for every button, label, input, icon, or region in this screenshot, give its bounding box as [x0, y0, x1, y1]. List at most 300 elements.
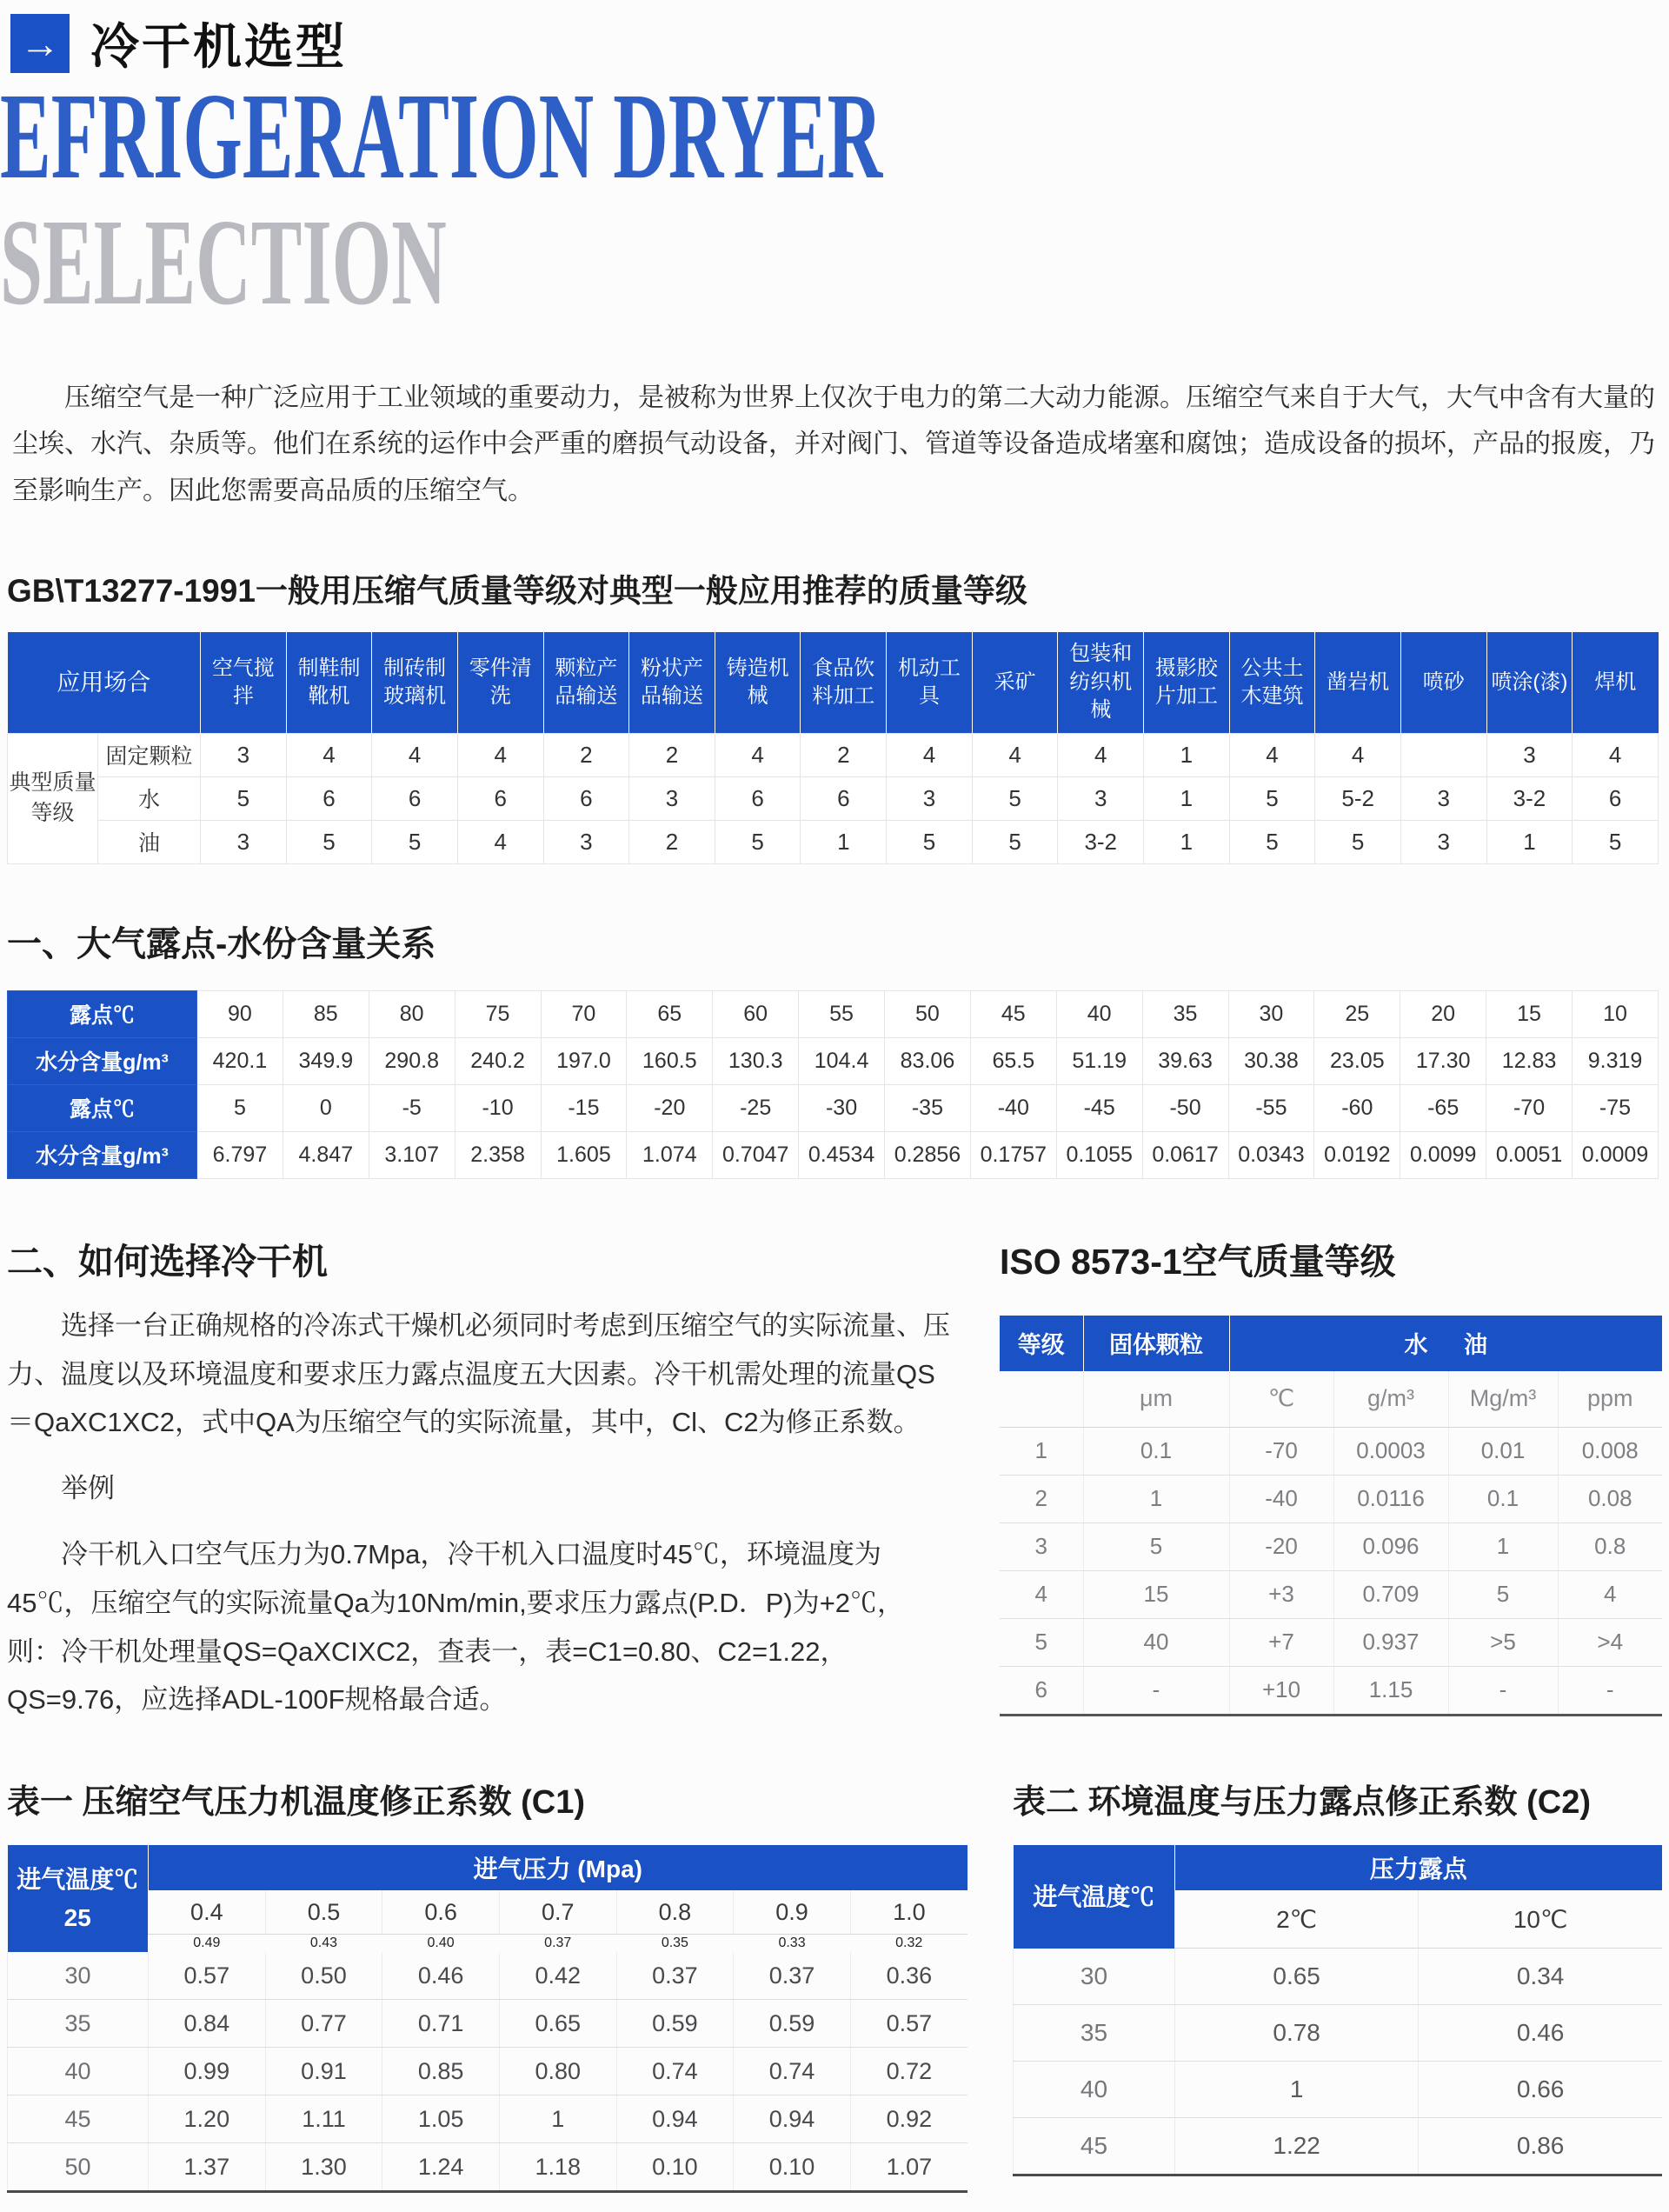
dew-cell: 0.0099 [1400, 1131, 1486, 1178]
gb-cell: 5 [972, 776, 1058, 820]
dew-cell: 0.0617 [1142, 1131, 1228, 1178]
dew-cell: 240.2 [455, 1037, 541, 1084]
gb-cell: 5 [372, 820, 458, 863]
table-row [8, 1952, 968, 2000]
dew-cell: 45 [970, 990, 1056, 1037]
iso-cell: 1.15 [1333, 1666, 1448, 1715]
c1-cell: 0.99 [149, 2048, 266, 2095]
c1-cell: 0.72 [850, 2048, 967, 2095]
dew-cell: -55 [1228, 1084, 1314, 1131]
c1-cell: 0.43 [309, 1936, 338, 1951]
iso-header-row [1000, 1316, 1662, 1371]
gb-column-header: 摄影胶片加工 [1144, 632, 1230, 734]
c1-cell: 0.46 [382, 1952, 500, 2000]
c1-row-label: 50 [8, 2143, 149, 2192]
c1-cell: 1 [499, 2095, 616, 2143]
c2-row-label: 40 [1014, 2062, 1175, 2118]
c1-cell: 0.65 [499, 2000, 616, 2048]
iso-cell: 6 [1000, 1666, 1083, 1715]
arrow-icon: → [10, 14, 70, 73]
dew-cell: -5 [369, 1084, 455, 1131]
table-row [8, 1037, 1659, 1084]
dew-cell: 55 [799, 990, 885, 1037]
iso-cell: >5 [1448, 1618, 1558, 1666]
dew-cell: 3.107 [369, 1131, 455, 1178]
gb-column-header: 采矿 [972, 632, 1058, 734]
iso-cell: 0.0116 [1333, 1475, 1448, 1522]
c1-cell: 0.74 [616, 2048, 734, 2095]
iso-empty-cell [1000, 1371, 1083, 1428]
gb-column-header: 凿岩机 [1315, 632, 1401, 734]
gb-cell: 2 [543, 733, 629, 776]
c1-corner-value: 25 [63, 1903, 91, 1931]
dew-cell: -70 [1486, 1084, 1573, 1131]
table2-section [1013, 1775, 1662, 2193]
iso-water-oil-header: 水 油 [1229, 1316, 1662, 1371]
table-row [8, 1084, 1659, 1131]
dew-cell: -60 [1314, 1084, 1400, 1131]
dew-cell: 290.8 [369, 1037, 455, 1084]
c1-cell: 0.74 [734, 2048, 851, 2095]
table-row [8, 776, 1659, 820]
iso-cell: 0.008 [1558, 1427, 1662, 1475]
dew-cell: 30.38 [1228, 1037, 1314, 1084]
gb-column-header: 零件清洗 [457, 632, 543, 734]
c2-row-label: 30 [1014, 1949, 1175, 2005]
gb-cell: 3 [201, 733, 287, 776]
iso-unit-cell: ℃ [1229, 1371, 1333, 1428]
dew-cell: 39.63 [1142, 1037, 1228, 1084]
c1-pressure-cell: 0.6 [382, 1890, 500, 1935]
c1-cell: 1.20 [149, 2095, 266, 2143]
dew-cell: 4.847 [283, 1131, 369, 1178]
iso-cell: 5 [1083, 1522, 1229, 1570]
c1-pressure-cell: 0.4 [149, 1890, 266, 1935]
gb-cell: 4 [1573, 733, 1659, 776]
iso-cell: 1 [1000, 1427, 1083, 1475]
c1-cell: 0.84 [149, 2000, 266, 2048]
dew-cell: 70 [541, 990, 627, 1037]
dew-cell: 1.074 [627, 1131, 713, 1178]
c2-table [1013, 1845, 1662, 2176]
gb-cell: 1 [1144, 776, 1230, 820]
dew-cell: 83.06 [885, 1037, 971, 1084]
c2-dew-col: 10℃ [1419, 1890, 1662, 1949]
c1-cell: 0.71 [382, 2000, 500, 2048]
how-to-heading: 二、如何选择冷干机 [7, 1241, 328, 1282]
table-row [1014, 1949, 1663, 2005]
c1-table [7, 1845, 967, 2193]
c2-cell: 1 [1175, 2062, 1419, 2118]
dew-cell: 420.1 [197, 1037, 283, 1084]
c1-cell: 0.85 [382, 2048, 500, 2095]
table1-section [7, 1775, 967, 2193]
c1-pressure-cell: 0.7 [499, 1890, 616, 1935]
c1-cell: 0.42 [499, 1952, 616, 2000]
gb-cell: 5 [1229, 820, 1315, 863]
c1-cell: 0.91 [265, 2048, 382, 2095]
iso-cell: 0.0003 [1333, 1427, 1448, 1475]
c1-row-label: 40 [8, 2048, 149, 2095]
c1-pressure-cell: 0.8 [616, 1890, 734, 1935]
dew-cell: 40 [1056, 990, 1142, 1037]
c1-pressure-cell: 1.0 [850, 1890, 967, 1935]
c1-row-label: 45 [8, 2095, 149, 2143]
dew-section-heading: 一、大气露点-水份含量关系 [7, 924, 436, 963]
title-en-line1: EFRIGERATION DRYER [0, 67, 883, 204]
dew-cell: 0.4534 [799, 1131, 885, 1178]
gb-cell: 6 [286, 776, 372, 820]
gb-row-label: 油 [98, 820, 201, 863]
dew-cell: 2.358 [455, 1131, 541, 1178]
iso-cell: - [1448, 1666, 1558, 1715]
c1-cell: 0.57 [149, 1952, 266, 2000]
dew-cell: 104.4 [799, 1037, 885, 1084]
how-to-paragraph-2: 举例 [61, 1473, 115, 1504]
iso-cell: +7 [1229, 1618, 1333, 1666]
iso-unit-cell: g/m³ [1333, 1371, 1448, 1428]
c1-cell: 1.30 [265, 2143, 382, 2192]
c1-cell: 0.35 [661, 1936, 688, 1951]
iso-cell: 0.01 [1448, 1427, 1558, 1475]
dew-row-label: 水分含量g/m³ [8, 1037, 197, 1084]
how-to-section [7, 1233, 954, 1724]
iso-cell: 4 [1000, 1570, 1083, 1618]
c1-cell: 0.10 [616, 2143, 734, 2192]
how-to-paragraph-3: 冷干机入口空气压力为0.7Mpa，冷干机入口温度时45℃，环境温度为45℃，压缩空气的实际流量Qa为10Nm/min,要求压力露点(P.D．P)为+2℃，则：冷干机处理量QS=QaXCIXC2，查表一，表=C1=0.80、C2=1.22，QS=9.76，应选择ADL-100F规格最合适。 [7, 1539, 905, 1716]
c1-corner-cell [8, 1845, 149, 1952]
iso-cell: 0.937 [1333, 1618, 1448, 1666]
gb-column-header: 空气搅拌 [201, 632, 287, 734]
iso-unit-cell: Mg/m³ [1448, 1371, 1558, 1428]
c1-cell: 0.10 [734, 2143, 851, 2192]
dew-row-label: 露点℃ [8, 990, 197, 1037]
gb-cell: 4 [457, 820, 543, 863]
iso-cell: -20 [1229, 1522, 1333, 1570]
gb-section-heading: GB\T13277-1991一般用压缩气质量等级对典型一般应用推荐的质量等级 [7, 572, 1027, 609]
gb-cell: 1 [801, 820, 887, 863]
gb-cell: 3 [1400, 776, 1486, 820]
gb-cell: 3 [1486, 733, 1573, 776]
iso-cell: 5 [1000, 1618, 1083, 1666]
dew-cell: 35 [1142, 990, 1228, 1037]
iso-cell: 40 [1083, 1618, 1229, 1666]
iso-cell: 3 [1000, 1522, 1083, 1570]
c1-cell: 1.24 [382, 2143, 500, 2192]
iso-cell: 4 [1558, 1570, 1662, 1618]
c1-cell: 0.37 [734, 1952, 851, 2000]
c2-dew-col: 2℃ [1175, 1890, 1419, 1949]
iso-cell: 1 [1083, 1475, 1229, 1522]
dew-cell: 10 [1573, 990, 1659, 1037]
c1-cell: 0.94 [616, 2095, 734, 2143]
c1-cell: 0.59 [734, 2000, 851, 2048]
dew-cell: 90 [197, 990, 283, 1037]
dew-cell: 0.0051 [1486, 1131, 1573, 1178]
gb-cell: 3-2 [1486, 776, 1573, 820]
gb-row-label: 固定颗粒 [98, 733, 201, 776]
iso-cell: 0.1 [1448, 1475, 1558, 1522]
gb-cell: 5 [1315, 820, 1401, 863]
table-row [8, 733, 1659, 776]
dew-cell: 130.3 [713, 1037, 799, 1084]
c1-cell: 0.33 [778, 1936, 806, 1951]
dew-cell: 6.797 [197, 1131, 283, 1178]
dew-cell: -40 [970, 1084, 1056, 1131]
c1-pressure-cell: 0.5 [265, 1890, 382, 1935]
c2-row-label: 35 [1014, 2005, 1175, 2062]
c1-cell: 0.92 [850, 2095, 967, 2143]
title-en-block [0, 67, 1034, 331]
table-row [8, 2143, 968, 2192]
c1-pressure-row [8, 1890, 968, 1935]
dew-cell: 20 [1400, 990, 1486, 1037]
c1-row-label: 30 [8, 1952, 149, 2000]
iso-cell: 0.709 [1333, 1570, 1448, 1618]
gb-cell: 5-2 [1315, 776, 1401, 820]
gb-column-header: 包装和纺织机械 [1058, 632, 1144, 734]
dew-cell: 65.5 [970, 1037, 1056, 1084]
iso-cell: 0.8 [1558, 1522, 1662, 1570]
dew-cell: -50 [1142, 1084, 1228, 1131]
gb-quality-table [7, 632, 1659, 864]
table-row [8, 2048, 968, 2095]
dew-cell: -15 [541, 1084, 627, 1131]
gb-cell: 1 [1144, 820, 1230, 863]
gb-column-header: 焊机 [1573, 632, 1659, 734]
iso-cell: 15 [1083, 1570, 1229, 1618]
gb-cell: 4 [715, 733, 801, 776]
gb-cell: 2 [801, 733, 887, 776]
gb-cell: 2 [629, 733, 715, 776]
table-row [1000, 1570, 1662, 1618]
dew-cell: 197.0 [541, 1037, 627, 1084]
table-row [8, 1131, 1659, 1178]
c2-corner-cell: 进气温度℃ [1014, 1845, 1175, 1949]
dew-cell: 0.1055 [1056, 1131, 1142, 1178]
gb-column-header: 喷涂(漆) [1486, 632, 1573, 734]
gb-cell [1400, 733, 1486, 776]
dew-cell: 0 [283, 1084, 369, 1131]
dew-cell: 15 [1486, 990, 1573, 1037]
table1-heading: 表一 压缩空气压力机温度修正系数 (C1) [7, 1784, 586, 1822]
c2-cell: 0.78 [1175, 2005, 1419, 2062]
gb-cell: 5 [286, 820, 372, 863]
table-row [1000, 1618, 1662, 1666]
table-row [8, 990, 1659, 1037]
c2-cell: 1.22 [1175, 2118, 1419, 2175]
gb-cell: 4 [372, 733, 458, 776]
c1-cell: 0.94 [734, 2095, 851, 2143]
iso-grade-header: 等级 [1000, 1316, 1083, 1371]
table-row [8, 820, 1659, 863]
iso-cell: - [1558, 1666, 1662, 1715]
gb-column-header: 颗粒产品输送 [543, 632, 629, 734]
iso-quality-table [1000, 1316, 1662, 1716]
correction-tables [7, 1775, 1662, 2193]
c1-cell: 0.57 [850, 2000, 967, 2048]
iso-cell: 0.1 [1083, 1427, 1229, 1475]
gb-cell: 4 [972, 733, 1058, 776]
gb-row-group-label: 典型质量等级 [8, 733, 98, 863]
gb-cell: 6 [543, 776, 629, 820]
dew-cell: -25 [713, 1084, 799, 1131]
gb-column-header: 制鞋制靴机 [286, 632, 372, 734]
c1-cell: 0.32 [895, 1936, 923, 1951]
dew-cell: 0.7047 [713, 1131, 799, 1178]
c1-cell: 1.05 [382, 2095, 500, 2143]
table-row [8, 1935, 968, 1953]
dew-cell: 50 [885, 990, 971, 1037]
gb-cell: 4 [887, 733, 973, 776]
gb-cell: 1 [1144, 733, 1230, 776]
dew-cell: 5 [197, 1084, 283, 1131]
iso-cell: +10 [1229, 1666, 1333, 1715]
c1-pressure-header: 进气压力 (Mpa) [149, 1845, 968, 1890]
table-row [1000, 1522, 1662, 1570]
table-row [8, 2000, 968, 2048]
dew-cell: -30 [799, 1084, 885, 1131]
table-row [1000, 1427, 1662, 1475]
dew-cell: 1.605 [541, 1131, 627, 1178]
dew-cell: 9.319 [1573, 1037, 1659, 1084]
dew-cell: 23.05 [1314, 1037, 1400, 1084]
c2-dew-header: 压力露点 [1175, 1845, 1663, 1890]
gb-column-header: 公共土木建筑 [1229, 632, 1315, 734]
c2-cell: 0.86 [1419, 2118, 1662, 2175]
c1-pressure-cell: 0.9 [734, 1890, 851, 1935]
c2-cell: 0.34 [1419, 1949, 1662, 2005]
iso-cell: +3 [1229, 1570, 1333, 1618]
iso-particle-header: 固体颗粒 [1083, 1316, 1229, 1371]
dew-cell: 0.1757 [970, 1131, 1056, 1178]
c2-cell: 0.66 [1419, 2062, 1662, 2118]
dew-row-label: 露点℃ [8, 1084, 197, 1131]
iso-section [1000, 1233, 1662, 1724]
dew-cell: 75 [455, 990, 541, 1037]
c1-cell: 0.80 [499, 2048, 616, 2095]
iso-cell: 5 [1448, 1570, 1558, 1618]
iso-cell: 1 [1448, 1522, 1558, 1570]
table-row [1014, 2062, 1663, 2118]
dew-cell: 12.83 [1486, 1037, 1573, 1084]
dew-cell: -65 [1400, 1084, 1486, 1131]
table-row [1014, 2005, 1663, 2062]
dew-cell: 0.0343 [1228, 1131, 1314, 1178]
gb-corner-cell: 应用场合 [8, 632, 201, 734]
how-to-paragraph-1: 选择一台正确规格的冷冻式干燥机必须同时考虑到压缩空气的实际流量、压力、温度以及环境温度和要求压力露点温度五大因素。冷干机需处理的流量QS＝QaXC1XC2，式中QA为压缩空气的实际流量，其中，Cl、C2为修正系数。 [7, 1309, 950, 1438]
c1-cell: 1.37 [149, 2143, 266, 2192]
c2-cell: 0.65 [1175, 1949, 1419, 2005]
dew-cell: 65 [627, 990, 713, 1037]
dew-cell: 160.5 [627, 1037, 713, 1084]
c1-cell: 0.59 [616, 2000, 734, 2048]
dew-cell: 30 [1228, 990, 1314, 1037]
gb-cell: 5 [1229, 776, 1315, 820]
iso-cell: 0.096 [1333, 1522, 1448, 1570]
iso-cell: - [1083, 1666, 1229, 1715]
gb-column-header: 喷砂 [1400, 632, 1486, 734]
gb-cell: 5 [972, 820, 1058, 863]
intro-paragraph: 压缩空气是一种广泛应用于工业领域的重要动力，是被称为世界上仅次于电力的第二大动力能源。压缩空气来自于大气，大气中含有大量的尘埃、水汽、杂质等。他们在系统的运作中会严重的磨损气动设备，并对阀门、管道等设备造成堵塞和腐蚀；造成设备的损坏，产品的报废，乃至影响生产。因此您需要高品质的压缩空气。 [12, 383, 1655, 505]
gb-cell: 4 [1058, 733, 1144, 776]
gb-cell: 5 [201, 776, 287, 820]
gb-cell: 3 [1058, 776, 1144, 820]
c1-corner-label: 进气温度℃ [17, 1866, 139, 1894]
dew-point-table [7, 990, 1659, 1179]
gb-cell: 6 [457, 776, 543, 820]
c1-cell: 0.37 [616, 1952, 734, 2000]
iso-unit-cell: ppm [1558, 1371, 1662, 1428]
c1-cell: 1.07 [850, 2143, 967, 2192]
dew-cell: -10 [455, 1084, 541, 1131]
gb-header-row [8, 632, 1659, 734]
gb-cell: 5 [715, 820, 801, 863]
c2-header-row [1014, 1845, 1663, 1890]
gb-cell: 3 [201, 820, 287, 863]
dew-cell: -75 [1573, 1084, 1659, 1131]
c1-cell: 0.49 [193, 1936, 221, 1951]
c1-cell: 1.18 [499, 2143, 616, 2192]
c2-row-label: 45 [1014, 2118, 1175, 2175]
c1-row-label: 35 [8, 2000, 149, 2048]
c2-cell: 0.46 [1419, 2005, 1662, 2062]
gb-cell: 3-2 [1058, 820, 1144, 863]
gb-cell: 4 [1229, 733, 1315, 776]
gb-cell: 3 [543, 820, 629, 863]
dew-row-label: 水分含量g/m³ [8, 1131, 197, 1178]
table-row [1014, 2118, 1663, 2175]
gb-column-header: 食品饮料加工 [801, 632, 887, 734]
iso-units-row [1000, 1371, 1662, 1428]
gb-cell: 5 [1573, 820, 1659, 863]
dew-cell: 17.30 [1400, 1037, 1486, 1084]
dew-cell: 349.9 [283, 1037, 369, 1084]
gb-cell: 6 [372, 776, 458, 820]
c1-cell: 0.36 [850, 1952, 967, 2000]
iso-cell: -70 [1229, 1427, 1333, 1475]
c1-cell: 0.37 [544, 1936, 572, 1951]
dew-cell: -35 [885, 1084, 971, 1131]
gb-cell: 2 [629, 820, 715, 863]
dew-cell: 80 [369, 990, 455, 1037]
table2-heading: 表二 环境温度与压力露点修正系数 (C2) [1013, 1784, 1592, 1822]
gb-cell: 6 [1573, 776, 1659, 820]
title-en-line2: SELECTION [0, 193, 447, 331]
gb-cell: 3 [629, 776, 715, 820]
iso-cell: -40 [1229, 1475, 1333, 1522]
table-row [8, 2095, 968, 2143]
dew-cell: 25 [1314, 990, 1400, 1037]
c1-cell: 0.50 [265, 1952, 382, 2000]
gb-column-header: 制砖制玻璃机 [372, 632, 458, 734]
dew-cell: -45 [1056, 1084, 1142, 1131]
iso-unit-cell: μm [1083, 1371, 1229, 1428]
gb-cell: 3 [887, 776, 973, 820]
iso-cell: 2 [1000, 1475, 1083, 1522]
c1-cell: 0.40 [427, 1936, 455, 1951]
dew-cell: 60 [713, 990, 799, 1037]
gb-cell: 6 [715, 776, 801, 820]
c1-cell: 1.11 [265, 2095, 382, 2143]
table-row [1000, 1666, 1662, 1715]
dew-cell: 51.19 [1056, 1037, 1142, 1084]
iso-heading: ISO 8573-1空气质量等级 [1000, 1241, 1396, 1282]
dew-cell: 0.2856 [885, 1131, 971, 1178]
iso-cell: >4 [1558, 1618, 1662, 1666]
iso-cell: 0.08 [1558, 1475, 1662, 1522]
gb-cell: 6 [801, 776, 887, 820]
